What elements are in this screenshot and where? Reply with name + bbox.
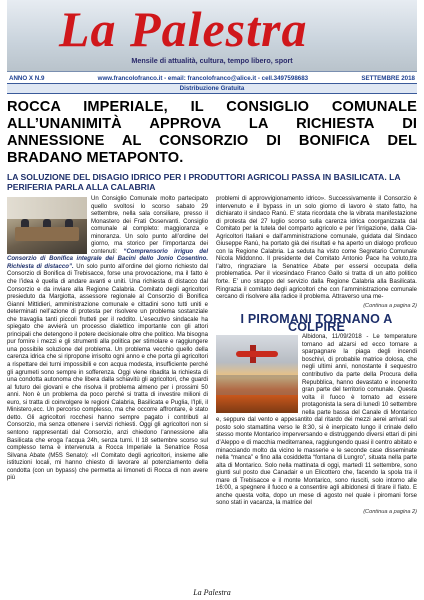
continue-link[interactable]: (Continua a pagina 2) [363, 302, 417, 309]
masthead [7, 0, 417, 71]
article-paragraph: Un Consiglio Comunale molto partecipato quello svoltosi lo scorso sabato 29 settembre, nella sala consiliare, presso il Monastero dei Frati Osservanti. Consiglio comunale al completo: maggioranza e minoranza. Un solo punto all’ordine del giorno, ma storico per l’importanza dei contenuti: “Comprensorio irriguo del Consorzio di Bonifica integrale dei Bacini dello Jonio Cosentino. Richiesta di distacco”. Un solo punto all’ordine del giorno richiesto dal Consorzio di Bonifica di Trebisacce, forse una provocazione, ma il fatto è che l’idea è quella di andare avanti e uniti. Una richiesta di distacco dal Consorzio e da inviare alla Regione Calabria. Comitato degli agricoltori presieduto da Margiotta, assessore regionale al Consorzio di Bonifica Gianni Mittidieri, amministrazione comunale e cittadini sono tutti uniti e determinati nell’azione di protesta per risolvere un problema sostanziale che travaglia tanti piccoli frutteti per il reddito. L’esecutivo sindacale ha spiegato che avvierà un processo dialettico importante con gli attori principali che detengono il potere decisionale oltre che politico. Ma bisogna pur fornire i mezzi e gli strumenti alla politica per stimolare e raggiungere una possibile soluzione del problema. Un problema vecchio quello della carenza idrica che si ripropone irrisolto ogni anno e che porta gli agricoltori a rispettare dei turni impossibili e con acqua modesta, insufficiente perché gli agrumeti sono sempre in sofferenza. Oggi viene ribadita la richiesta di una condotta autonoma che libera dalla schiavitù gli agricoltori, che guardi al futuro dei giovani e che risolva il problema almeno per i prossimi 50 anni. Non è un problema da poco perché si tratta di investire milioni di euro, si tratta di coinvolgere le regioni Calabria, Basilicata e Puglia, l’Ipli, il Ministero,ecc. Un percorso complesso, ma che occorre affrontare, è stato detto. Gli agricoltori rocchesi hanno sempre pagato i contributi al Consorzio, ma senza ottenere i servizi richiesti. Oggi gli agricoltori non si sentono rappresentati dal Consorzio, anzi chiedono l’annessione alla Basilicata che eroga l’acqua 24h, senza turni. Il 18 settembre scorso sul complesso tema è intervenuta a Rocca Imperiale la Senatrice Rosa Silvana Abate (M5S Senato): «Il Comitato degli agricoltori, insieme alle istituzioni locali, mi hanno chiesto di lavorare al potenziamento della condotta (con un bypass) che permetta ai limoneti di Rocca di non avere più [7, 196, 209, 482]
article-column-left [7, 196, 208, 516]
contact-info[interactable]: www.francolofranco.it - email: francolofranco@alice.it - cell.3497598683 [97, 75, 309, 82]
article-columns [7, 196, 417, 516]
page-footer: La Palestra [193, 588, 231, 597]
distribution-banner: Distribuzione Gratuita [7, 83, 417, 94]
article-column-right [216, 196, 417, 516]
continue-link[interactable]: (Continua a pagina 2) [363, 508, 417, 515]
main-headline: ROCCA IMPERIALE, IL CONSIGLIO COMUNALE ALL’UNANIMITÀ APPROVA LA RICHIESTA DI ANNESSIONE AL CONSORZIO DI BONIFICA DEL BRADANO METAPONTO. [7, 99, 417, 166]
secondary-headline: I PIROMANI TORNANO A COLPIRE [240, 312, 393, 334]
issue-number: ANNO X N.9 [9, 75, 45, 82]
council-meeting-photo [7, 197, 87, 254]
issue-date: SETTEMBRE 2018 [361, 75, 415, 82]
article-paragraph: Albidona, 11/09/2018 - Le temperature tornano ad alzarsi ed ecco tornare a sparpagnare la piaga degli incendi boschivi, di probabile matrice dolosa, che negli ultimi anni, nonostante il sequestro contributivo da parte della Procura della Repubblica, hanno devastato e incenerito gran parte del territorio comunale. Questa volta il fuoco è tornato ad essere protagonista la sera di lunedì 10 settembre nella parte bassa del Canale di Montarico e, seppure dal vento e appesantito dal ritardo dei mezzi aerei arrivati sul posto solo stamattina verso le 8:30, si è inerpicato lungo il crinale dello stesso monte Montarico imperversando e distruggendo diversi ettari di pini d’Aleppo e di macchia mediterranea, raggiungendo quasi il centro abitato e minacciando molto da vicino le masserie e le seconde case disseminate nella “manca” e fino alla cosiddetta “fontana di Lungro”, situata nella parte alta di Montarico. Solo nella mattinata di oggi, martedì 11 settembre, sono giunti sul posto due Canadair e un Elicottero che, facendo la spola tra il mare di Trebisacce e il monte Montarico, sono riusciti, solo intorno alle 16:00, a spegnere il fuoco e a consentire agli albidonesi di tirare il fiato. E anche questa volta, dopo un mese di agosto nel quale i piromani forse sono stati in vacanza, la matrice del [216, 334, 417, 507]
wildfire-photo [216, 335, 298, 413]
article-quote: “Comprensorio irriguo del Consorzio di Bonifica integrale dei Bacini dello Jonio Cosentino. Richiesta di distacco”. [7, 248, 209, 270]
info-bar [7, 71, 417, 83]
article-paragraph: problemi di approvvigionamento idrico». Successivamente il Consorzio è intervenuto e il bypass in un solo giorno di lavoro è stato fatto, ha dichiarato il sindaco Ranù. E’ stata ricordata che la vibrata manifestazione di protesta del 27 luglio scorso sulla carenza idrica coorganizzata dal Comitato per la tutela del comparto agricolo e per l’irrigazione, dalla Cia-Agricoltori Italiani e dall’amministrazione comunale, guidata dal Sindaco Giuseppe Ranù, ha portato già dei risultati e ha aperto un dialogo proficuo con la Regione Calabria. La seduta ha visto come Segretario Comunale Nicola Middonno. Il presidente del Comitato Antonio Pace ha voluto,tra l’altro, ringraziare la Senatrice Abate per essersi occupata della problematica. Per il vicesindaco Franco Gallo si tratta di un atto politico forte. E’ uno strappo del servizio dalla Regione Calabria alla Basilicata. Ringrazia il comitato degli agricoltori che con l’amministrazione comunale cercano di risolvere alla radice il problema. Attraverso una me- [216, 196, 417, 301]
main-subheadline: LA SOLUZIONE DEL DISAGIO IDRICO PER I PRODUTTORI AGRICOLI PASSA IN BASILICATA. LA PERIFERIA PARLA ALLA CALABRIA [7, 172, 401, 192]
newspaper-title: La Palestra [59, 1, 308, 57]
newspaper-subtitle: Mensile di attualità, cultura, tempo libero, sport [131, 56, 293, 65]
